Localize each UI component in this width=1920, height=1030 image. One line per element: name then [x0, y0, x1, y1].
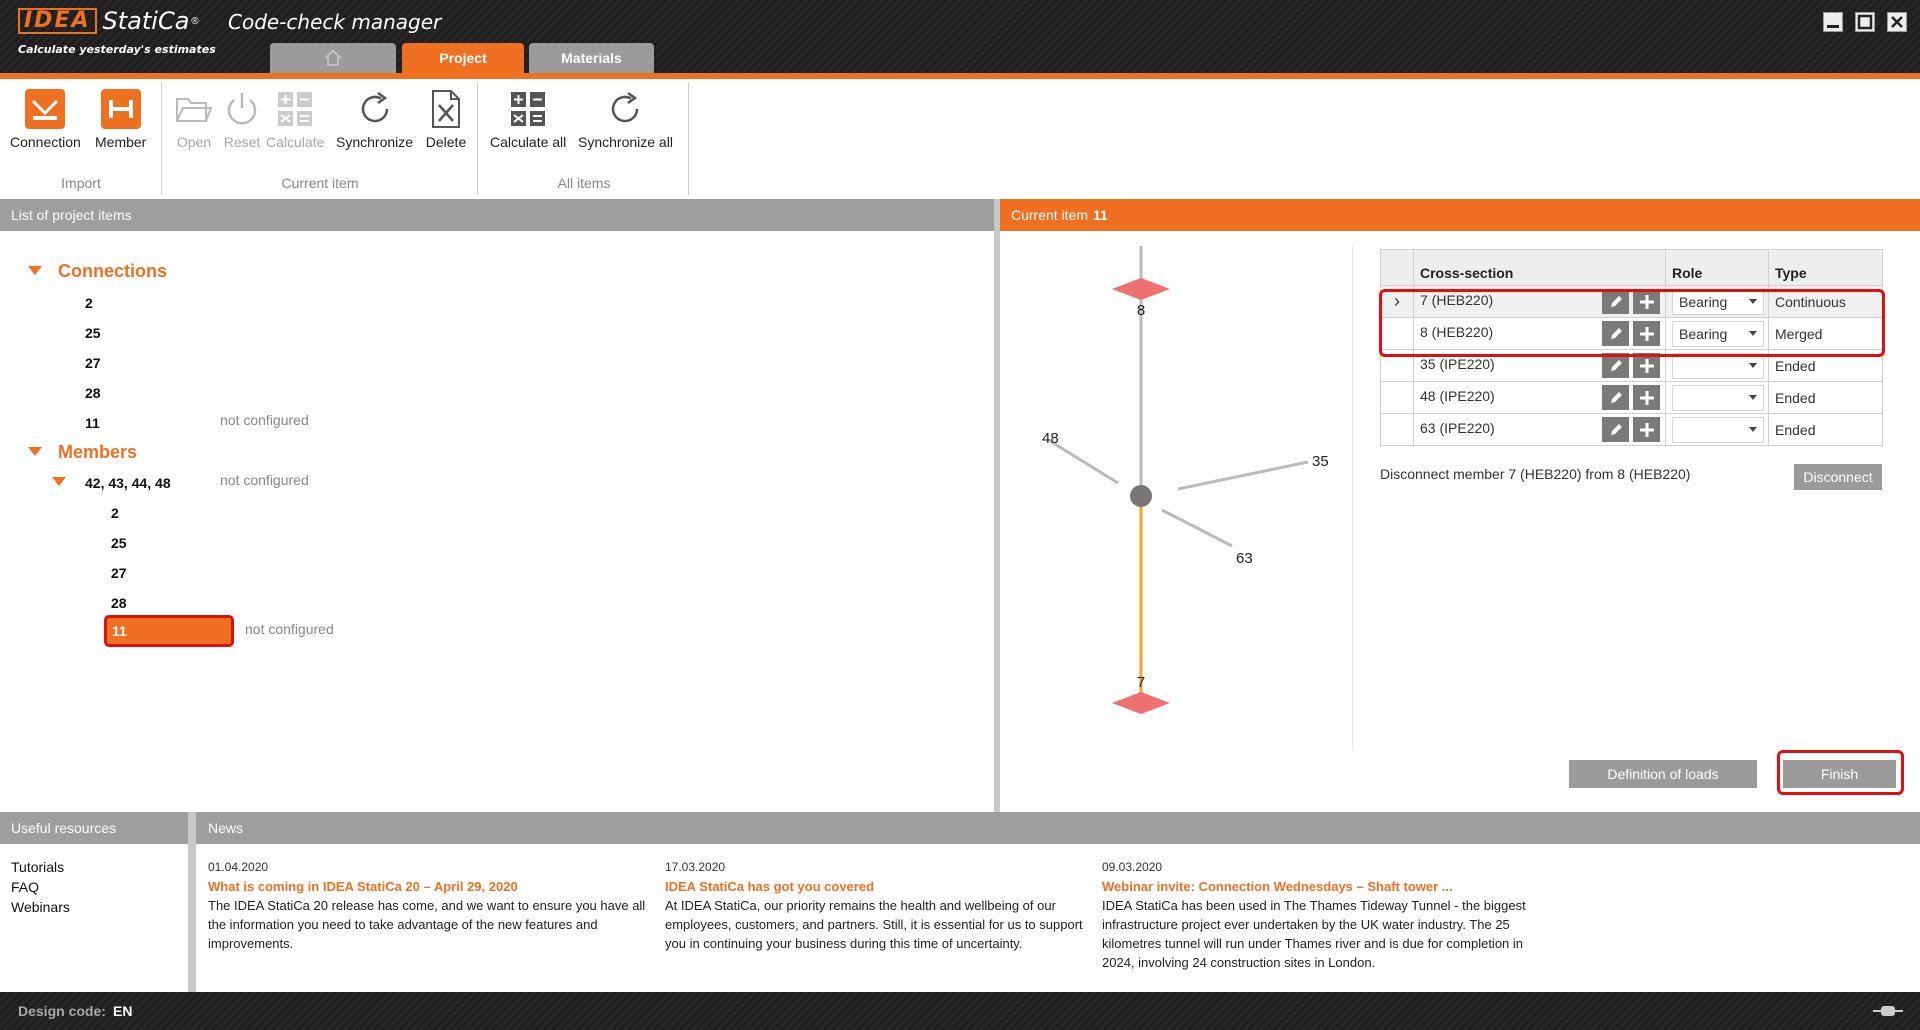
- group-current-label: Current item: [281, 175, 359, 191]
- chevron-down-icon: [1749, 427, 1757, 432]
- table-row[interactable]: [1381, 414, 1883, 446]
- row-expand-icon[interactable]: [1381, 318, 1414, 350]
- add-cross-section-button[interactable]: [1633, 353, 1660, 378]
- project-items-title: List of project items: [11, 207, 132, 223]
- edit-cross-section-button[interactable]: [1602, 321, 1629, 346]
- synchronize-label: Synchronize: [336, 134, 414, 150]
- tree-connection-item[interactable]: 28: [85, 385, 101, 401]
- plus-icon: [1638, 421, 1656, 439]
- cross-section-value: 63 (IPE220): [1420, 420, 1495, 436]
- type-cell: Continuous: [1769, 286, 1883, 318]
- current-item-title: Current item: [1011, 207, 1089, 223]
- label-member-35: 35: [1312, 453, 1329, 470]
- tree-member-item[interactable]: 28: [111, 595, 127, 611]
- group-import-label: Import: [61, 175, 101, 191]
- table-row[interactable]: [1381, 382, 1883, 414]
- type-cell: Ended: [1769, 350, 1883, 382]
- logo-idea: IDEA: [18, 8, 97, 34]
- maximize-button[interactable]: [1855, 12, 1875, 32]
- project-items-header: [0, 199, 994, 231]
- role-dropdown[interactable]: [1672, 321, 1764, 347]
- member-35-line: [1178, 462, 1308, 489]
- title-bar: [0, 0, 1920, 76]
- cross-section-cell: [1414, 350, 1666, 382]
- chevron-down-icon: [1749, 299, 1757, 304]
- cross-section-cell: [1414, 286, 1666, 318]
- tree-member-item-selected[interactable]: 11: [107, 618, 231, 644]
- news-body: IDEA StatiCa has been used in The Thames Tideway Tunnel - the biggest infrastructure project ever undertaken by the UK water industry. The 25 kilometres tunnel will run under Thames river and is due for completion in 2024, involving 24 construction sites in London.: [1102, 898, 1526, 970]
- tagline: Calculate yesterday's estimates: [18, 43, 216, 56]
- delete-label: Delete: [425, 134, 467, 150]
- reset-label: Reset: [223, 134, 261, 150]
- role-value: Bearing: [1679, 293, 1728, 310]
- table-header-role: Role: [1666, 250, 1769, 286]
- delete-file-icon: [424, 87, 468, 131]
- row-expand-icon[interactable]: [1381, 350, 1414, 382]
- synchronize-all-button[interactable]: [578, 87, 673, 150]
- sync-icon: [603, 87, 647, 131]
- cross-section-cell: [1414, 318, 1666, 350]
- bottom-header-bar: [0, 812, 1920, 844]
- tree-connection-item[interactable]: 25: [85, 325, 101, 341]
- calculate-button[interactable]: [266, 87, 324, 150]
- close-button[interactable]: [1887, 12, 1907, 32]
- tree-connection-item[interactable]: 2: [85, 295, 93, 311]
- calculator-icon: [273, 87, 317, 131]
- sync-icon: [353, 87, 397, 131]
- calculate-all-label: Calculate all: [490, 134, 567, 150]
- tree-members[interactable]: Members: [58, 442, 138, 462]
- definition-of-loads-button[interactable]: Definition of loads: [1569, 760, 1757, 788]
- news-date: 01.04.2020: [208, 860, 269, 874]
- role-dropdown[interactable]: [1672, 289, 1764, 315]
- label-member-8: 8: [1136, 302, 1146, 319]
- disconnect-description: Disconnect member 7 (HEB220) from 8 (HEB220): [1380, 466, 1691, 482]
- ribbon-separator: [688, 83, 689, 195]
- news-date: 09.03.2020: [1102, 860, 1163, 874]
- role-dropdown[interactable]: [1672, 385, 1764, 411]
- member-label: Member: [95, 134, 147, 150]
- status-bar: [0, 992, 1920, 1030]
- current-item-header: [1000, 199, 1920, 231]
- pencil-icon: [1608, 390, 1624, 406]
- connection-node: [1130, 485, 1152, 507]
- plus-icon: [1638, 389, 1656, 407]
- table-row[interactable]: [1381, 350, 1883, 382]
- import-connection-button[interactable]: [10, 87, 81, 150]
- design-code-label: Design code:: [18, 1003, 106, 1019]
- member-48-line: [1050, 441, 1118, 483]
- news-headline-link[interactable]: Webinar invite: Connection Wednesdays – Shaft tower ...: [1102, 879, 1453, 894]
- table-row[interactable]: [1381, 286, 1883, 318]
- role-cell: [1666, 414, 1769, 446]
- home-icon: [323, 49, 343, 67]
- row-expand-icon[interactable]: ›: [1381, 286, 1414, 318]
- table-header-type: Type: [1769, 250, 1883, 286]
- role-cell: [1666, 382, 1769, 414]
- disconnect-button[interactable]: Disconnect: [1794, 464, 1882, 490]
- cross-section-value: 7 (HEB220): [1420, 292, 1494, 308]
- label-member-48: 48: [1042, 430, 1059, 447]
- diagram-separator: [1352, 245, 1353, 750]
- calculate-label: Calculate: [266, 134, 325, 150]
- tree-connection-item[interactable]: 11: [85, 415, 100, 431]
- label-member-7: 7: [1136, 674, 1146, 691]
- plug-icon: [1873, 1002, 1903, 1020]
- logo-statica: StatiCa: [102, 7, 190, 35]
- open-button[interactable]: [172, 87, 216, 150]
- folder-open-icon: [172, 87, 216, 131]
- news-item: [208, 858, 648, 953]
- table-header-cross-section: Cross-section: [1414, 250, 1666, 286]
- cross-section-value: 48 (IPE220): [1420, 388, 1495, 404]
- faq-link[interactable]: FAQ: [11, 879, 40, 895]
- news-item: [665, 858, 1095, 953]
- type-cell: Ended: [1769, 382, 1883, 414]
- table-row[interactable]: [1381, 318, 1883, 350]
- power-icon: [220, 87, 264, 131]
- member-icon: [99, 87, 143, 131]
- app-title: Code-check manager: [228, 10, 442, 34]
- tab-materials[interactable]: Materials: [529, 43, 654, 73]
- pencil-icon: [1608, 358, 1624, 374]
- news-title: News: [208, 820, 244, 836]
- role-value: Bearing: [1679, 325, 1728, 342]
- pencil-icon: [1608, 294, 1624, 310]
- tree-member-item[interactable]: 2: [111, 505, 119, 521]
- useful-resources-title: Useful resources: [11, 820, 117, 836]
- collapse-arrow-icon[interactable]: [28, 266, 42, 275]
- add-cross-section-button[interactable]: [1633, 417, 1660, 442]
- row-expand-icon[interactable]: [1381, 414, 1414, 446]
- role-dropdown[interactable]: [1672, 417, 1764, 443]
- tab-project[interactable]: Project: [402, 43, 524, 73]
- add-cross-section-button[interactable]: [1633, 289, 1660, 314]
- pencil-icon: [1608, 422, 1624, 438]
- news-body: At IDEA StatiCa, our priority remains the health and wellbeing of our employees, customers, and partners. Still, it is essential for us to support you in continuing your business during this time of uncertainty.: [665, 898, 1083, 951]
- not-configured-note: not configured: [245, 621, 334, 637]
- connection-label: Connection: [10, 134, 81, 150]
- add-cross-section-button[interactable]: [1633, 385, 1660, 410]
- tree-member-item[interactable]: 25: [111, 535, 127, 551]
- reset-button[interactable]: [220, 87, 264, 150]
- open-label: Open: [176, 134, 212, 150]
- plus-icon: [1638, 293, 1656, 311]
- bottom-splitter[interactable]: [188, 812, 196, 992]
- tutorials-link[interactable]: Tutorials: [11, 859, 65, 875]
- news-headline-link[interactable]: IDEA StatiCa has got you covered: [665, 879, 875, 894]
- cross-section-cell: [1414, 414, 1666, 446]
- synchronize-all-label: Synchronize all: [578, 134, 673, 150]
- tab-home[interactable]: [270, 43, 396, 73]
- webinars-link[interactable]: Webinars: [11, 899, 70, 915]
- edit-cross-section-button[interactable]: [1602, 289, 1629, 314]
- label-member-63: 63: [1236, 550, 1253, 567]
- cross-section-table: [1380, 249, 1883, 446]
- edit-cross-section-button[interactable]: [1602, 385, 1629, 410]
- chevron-down-icon: [1749, 395, 1757, 400]
- synchronize-button[interactable]: [336, 87, 413, 150]
- collapse-arrow-icon[interactable]: [52, 477, 66, 486]
- design-code-value: EN: [113, 1003, 133, 1019]
- add-cross-section-button[interactable]: [1633, 321, 1660, 346]
- connection-icon: [23, 87, 67, 131]
- logo: [18, 8, 199, 34]
- type-cell: Merged: [1769, 318, 1883, 350]
- maximize-icon: [1856, 13, 1874, 31]
- ribbon: [0, 79, 1920, 199]
- tree-member-group[interactable]: 42, 43, 44, 48: [85, 475, 171, 491]
- type-cell: Ended: [1769, 414, 1883, 446]
- chevron-down-icon: [1749, 363, 1757, 368]
- group-all-label: All items: [557, 175, 611, 191]
- news-body: The IDEA StatiCa 20 release has come, and we want to ensure you have all the information you need to take advantage of the new features and improvements.: [208, 898, 646, 951]
- connection-diagram[interactable]: [1000, 231, 1360, 751]
- tree-connections[interactable]: Connections: [58, 261, 168, 281]
- cross-section-value: 8 (HEB220): [1420, 324, 1494, 340]
- role-dropdown[interactable]: [1672, 353, 1764, 379]
- close-icon: [1888, 13, 1906, 31]
- plus-icon: [1638, 357, 1656, 375]
- member-7-end-plate: [1112, 692, 1170, 714]
- not-configured-note: not configured: [220, 472, 309, 488]
- minimize-icon: [1824, 13, 1842, 31]
- chevron-down-icon: [1749, 331, 1757, 336]
- import-member-button[interactable]: [95, 87, 146, 150]
- calculator-icon: [506, 87, 550, 131]
- news-date: 17.03.2020: [665, 860, 726, 874]
- logo-registered: ®: [191, 15, 199, 27]
- member-8-end-plate: [1112, 278, 1170, 300]
- role-cell: [1666, 350, 1769, 382]
- tree-member-item[interactable]: 27: [111, 565, 127, 581]
- role-cell: [1666, 318, 1769, 350]
- row-expand-icon[interactable]: [1381, 382, 1414, 414]
- finish-button[interactable]: Finish: [1783, 760, 1896, 788]
- tree-connection-item[interactable]: 27: [85, 355, 101, 371]
- table-header-expand: [1381, 250, 1414, 286]
- collapse-arrow-icon[interactable]: [28, 447, 42, 456]
- delete-button[interactable]: [424, 87, 468, 150]
- news-headline-link[interactable]: What is coming in IDEA StatiCa 20 – April 29, 2020: [208, 879, 518, 894]
- current-item-number: 11: [1093, 207, 1108, 223]
- not-configured-note: not configured: [220, 412, 309, 428]
- edit-cross-section-button[interactable]: [1602, 417, 1629, 442]
- pencil-icon: [1608, 326, 1624, 342]
- calculate-all-button[interactable]: [490, 87, 566, 150]
- edit-cross-section-button[interactable]: [1602, 353, 1629, 378]
- role-cell: [1666, 286, 1769, 318]
- minimize-button[interactable]: [1823, 12, 1843, 32]
- member-63-line: [1162, 510, 1232, 546]
- plus-icon: [1638, 325, 1656, 343]
- news-item: [1102, 858, 1542, 972]
- cross-section-value: 35 (IPE220): [1420, 356, 1495, 372]
- cross-section-cell: [1414, 382, 1666, 414]
